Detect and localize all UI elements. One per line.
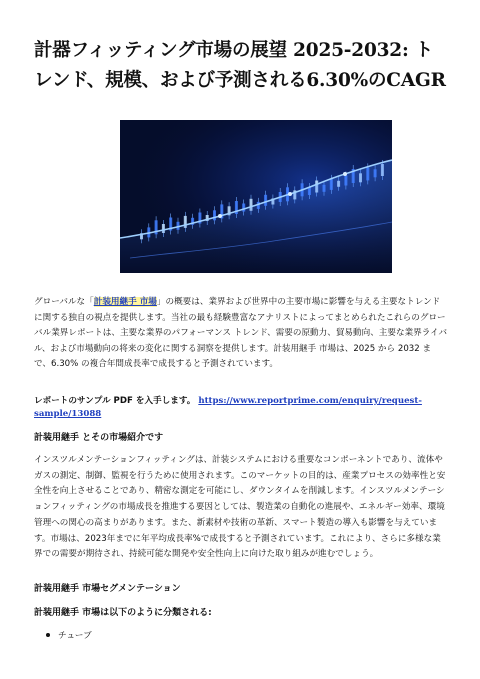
trend-point bbox=[218, 214, 222, 218]
section-heading-intro: 計装用継手 とその市場紹介です bbox=[34, 433, 164, 443]
intro-paragraph bbox=[34, 295, 448, 373]
intro-prefix: グローバルな「 bbox=[34, 297, 94, 307]
list-item bbox=[34, 629, 92, 641]
type-list bbox=[34, 629, 92, 641]
trend-point bbox=[288, 192, 292, 196]
sample-link[interactable]: https://www.reportprime.com/enquiry/request-sample/13088 bbox=[34, 396, 422, 419]
intro-suffix: 」の概要は、業界および世界中の主要市場に影響を与える主要なトレンドに関する独自の視点を提供します。当社の最も経験豊富なアナリストによってまとめられたこれらのグローバル業界レポートは、主要な業界のパフォーマンス トレンド、需要の原動力、貿易動向、主要な業界ライバル、および市場動向の将来の変化に関する洞察を提供します。計装用継手 市場は、2025 から 2032 まで、6.30% の複合年間成長率で成長すると予測されています。 bbox=[34, 297, 448, 369]
list-item-label: チューブ bbox=[58, 631, 92, 641]
sample-request bbox=[34, 395, 448, 421]
market-growth-chart-image bbox=[120, 120, 392, 273]
page-title: 計器フィッティング市場の展望 2025-2032: トレンド、規模、および予測される6.30%のCAGR bbox=[34, 40, 446, 91]
section-heading-segmentation: 計装用継手 市場セグメンテーション bbox=[34, 584, 181, 594]
market-link[interactable]: 計装用継手 市場 bbox=[93, 297, 157, 307]
hero-graphic bbox=[120, 120, 392, 273]
section-heading-classified: 計装用継手 市場は以下のように分類される: bbox=[34, 608, 212, 618]
bullet-icon bbox=[46, 633, 50, 637]
description-paragraph: インスツルメンテーションフィッティングは、計装システムにおける重要なコンポーネントであり、流体やガスの測定、制御、監視を行うために使用されます。このマーケットの目的は、産業プロセスの効率性と安全性を向上させることであり、精密な測定を可能にし、ダウンタイムを削減します。インスツルメンテーションフィッティングの市場成長を推進する要因としては、製造業の自動化の進展や、エネルギー効率、環境管理への関心の高まりがあります。また、新素材や技術の革新、スマート製造の導入も影響を与えています。市場は、2023年までに年平均成長率%で成長すると予測されています。これにより、さらに多様な業界での需要が期待され、持続可能な開発や安全性向上に向けた取り組みが進むでしょう。 bbox=[34, 455, 446, 560]
sample-label: レポートのサンプル PDF を入手します。 bbox=[34, 396, 196, 406]
trend-point bbox=[343, 172, 347, 176]
